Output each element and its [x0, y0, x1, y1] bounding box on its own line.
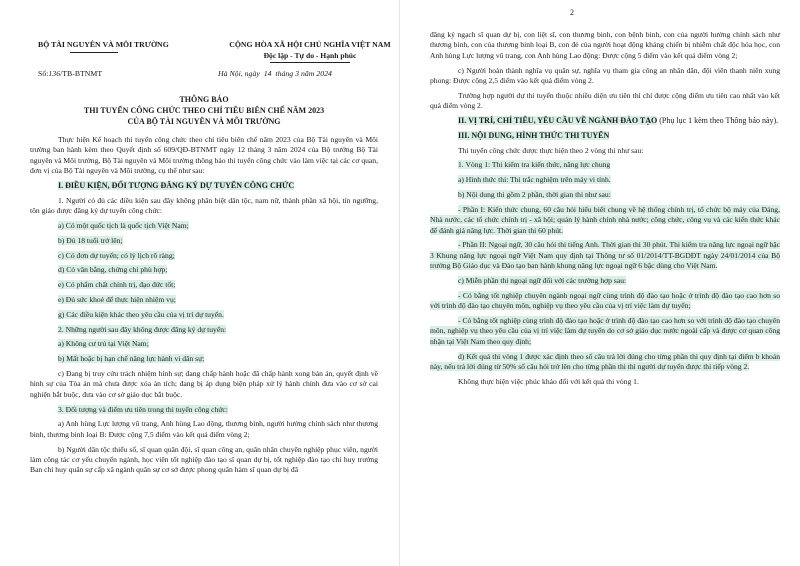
- list-item: [30, 405, 378, 415]
- paragraph: a) Anh hùng Lực lượng vũ trang, Anh hùng Lao động, thương binh, người hưởng chính sách như thương binh, thương binh loại B: Được cộng 7,5 điểm vào kết quả điểm vòng 2;: [30, 419, 378, 439]
- highlighted-paragraph: - Có bằng tốt nghiệp cùng trình độ đào tạo hoặc ở trình độ đào tạo cao hơn so với trình độ đào tạo chuyên môn, nghiệp vụ theo yêu cầu của vị trí việc làm dự tuyển do cơ sở giáo dục nước ngoài cấp và được cơ quan công nhận tại Việt Nam theo quy định;: [430, 316, 780, 346]
- highlighted-paragraph: - Phần I: Kiến thức chung, 60 câu hỏi hiểu biết chung về hệ thống chính trị, tổ chức bộ máy của Đảng, Nhà nước, các tổ chức chính trị - xã hội; quản lý hành chính nhà nước; công chức, công vụ và các kiến thức khác để đánh giá năng lực. Thời gian thi 60 phút.: [430, 204, 780, 235]
- list-item: [30, 236, 378, 246]
- paragraph: c) Người hoàn thành nghĩa vụ quân sự, nghĩa vụ tham gia công an nhân dân, đội viên thanh niên xung phong: Được cộng 2,5 điểm vào kết quả điểm vòng 2.: [430, 65, 780, 86]
- list-item-text: b) Đủ 18 tuổi trở lên;: [58, 235, 123, 245]
- title-line-2: THI TUYỂN CÔNG CHỨC THEO CHỈ TIÊU BIÊN CHẾ NĂM 2023: [83, 106, 325, 115]
- date-prefix: Hà Nội, ngày: [218, 69, 260, 78]
- paragraph: Không thực hiện việc phúc khảo đối với kết quả thi vòng 1.: [458, 376, 639, 386]
- motto-underline: [270, 62, 350, 63]
- list-item: [30, 339, 378, 349]
- section-2-heading-text: II. VỊ TRÍ, CHỈ TIÊU, YÊU CẦU VỀ NGÀNH ĐÀO TẠO: [458, 116, 658, 126]
- highlighted-paragraph: - Có bằng tốt nghiệp chuyên ngành ngoại ngữ cùng trình độ đào tạo hoặc ở trình độ đào tạo cao hơn so với trình độ đào tạo chuyên môn, nghiệp vụ theo yêu cầu của vị trí việc làm dự tuyển;: [430, 290, 780, 311]
- paragraph: [430, 240, 780, 271]
- document-number: [38, 69, 102, 79]
- document-header: [30, 26, 391, 88]
- title-line-1: THÔNG BÁO: [179, 95, 229, 104]
- doc-number-suffix: /TB-BTNMT: [60, 69, 103, 78]
- page-number: 2: [570, 8, 574, 17]
- ministry-name: BỘ TÀI NGUYÊN VÀ MÔI TRƯỜNG: [38, 40, 169, 49]
- list-item: [30, 325, 378, 335]
- list-item: [30, 310, 378, 320]
- list-item-text: 3. Đối tượng và điểm ưu tiên trong thi tuyển công chức:: [58, 404, 228, 414]
- list-item-text: 2. Những người sau đây không được đăng ký dự tuyển:: [58, 324, 227, 334]
- list-item: [30, 265, 378, 275]
- list-item-text: a) Hình thức thi: Thi trắc nghiệm trên máy vi tính.: [458, 175, 611, 185]
- list-item: [30, 354, 378, 364]
- doc-number-prefix: Số:: [38, 69, 49, 78]
- highlighted-paragraph: d) Kết quả thi vòng 1 được xác định theo số câu trả lời đúng cho từng phần thi quy định tại điểm b khoản này, nếu trả lời đúng từ 50% số câu hỏi trở lên cho từng phần thi thì người dự tuyển được thi tiếp vòng 2.: [430, 351, 780, 372]
- title-line-3: CỦA BỘ TÀI NGUYÊN VÀ MÔI TRƯỜNG: [127, 117, 281, 126]
- section-3-heading: [430, 131, 780, 141]
- paragraph: [430, 316, 780, 347]
- paragraph: đăng ký ngạch sĩ quan dự bị, con liệt sĩ, con thương binh, con bệnh binh, con của người hưởng chính sách như thương binh, con của thương binh loại B, con đẻ của người hoạt động kháng chiến bị nhiễm chất độc hóa học, con Anh hùng Lực lượng vũ trang, con Anh hùng Lao động: Được cộng 5 điểm vào kết quả điểm vòng 2;: [430, 30, 780, 60]
- list-item-text: c) Miễn phần thi ngoại ngữ đối với các trường hợp sau:: [458, 276, 627, 286]
- list-item: [30, 295, 378, 305]
- section-1-heading-text: I. ĐIỀU KIỆN, ĐỐI TƯỢNG ĐĂNG KÝ DỰ TUYỂN CÔNG CHỨC: [58, 181, 295, 191]
- list-item-text: d) Có văn bằng, chứng chỉ phù hợp;: [58, 265, 168, 275]
- list-item: [430, 175, 780, 185]
- section-2-note: (Phụ lục 1 kèm theo Thông báo này).: [659, 116, 779, 126]
- list-item-text: a) Có một quốc tịch là quốc tịch Việt Nam;: [58, 221, 189, 231]
- list-item: [430, 160, 780, 170]
- paragraph: Thi tuyển công chức được thực hiện theo 2 vòng thi như sau:: [458, 145, 644, 155]
- list-item-text: b) Mất hoặc bị hạn chế năng lực hành vi dân sự;: [58, 354, 205, 364]
- list-item-text: c) Có đơn dự tuyển; có lý lịch rõ ràng;: [58, 250, 175, 260]
- list-item: [30, 251, 378, 261]
- doc-number-value: 136: [48, 69, 61, 78]
- date-month-year: tháng 3 năm 2024: [275, 69, 332, 78]
- issue-date: [218, 69, 332, 79]
- paragraph: 1. Người có đủ các điều kiện sau đây không phân biệt dân tộc, nam nữ, thành phần xã hội, tín ngưỡng, tôn giáo được đăng ký dự tuyển công chức:: [30, 195, 378, 216]
- national-title: CỘNG HÒA XÃ HỘI CHỦ NGHĨA VIỆT NAM: [229, 40, 391, 49]
- document-title: [30, 94, 378, 127]
- highlighted-paragraph: - Phần II: Ngoại ngữ, 30 câu hỏi thi tiếng Anh. Thời gian thi 30 phút. Thi kiểm tra năng lực ngoại ngữ bậc 3 Khung năng lực ngoại ngữ Việt Nam quy định tại Thông tư số 01/2014/TT-BGDĐT ngày 24/01/2014 của Bộ trưởng Bộ Giáo dục và Đào tạo ban hành khung năng lực ngoại ngữ 6 bậc dùng cho Việt Nam.: [430, 240, 780, 271]
- list-item-text: 1. Vòng 1: Thi kiểm tra kiến thức, năng lực chung: [458, 160, 611, 170]
- list-item: [430, 190, 780, 200]
- list-item: [30, 280, 378, 290]
- paragraph: [430, 291, 780, 312]
- national-motto: Độc lập - Tự do - Hạnh phúc: [263, 51, 357, 60]
- date-day: 14: [263, 69, 272, 78]
- section-3-heading-text: III. NỘI DUNG, HÌNH THỨC THI TUYỂN: [458, 130, 610, 140]
- list-item-text: a) Không cư trú tại Việt Nam;: [58, 339, 149, 349]
- paragraph: [430, 205, 780, 236]
- intro-paragraph: Thực hiện Kế hoạch thi tuyển công chức theo chỉ tiêu biên chế năm 2023 của Bộ Tài nguyên và Môi trường ban hành kèm theo Quyết định số 609/QĐ-BTNMT ngày 12 tháng 3 năm 2024 của Bộ trưởng Bộ Tài nguyên và Môi trường, Bộ Tài nguyên và Môi trường thông báo thi tuyển công chức vào làm việc tại các cơ quan, đơn vị của Bộ Tài nguyên và Môi trường, cụ thể như sau:: [30, 135, 378, 176]
- list-item-text: e) Đủ sức khoẻ để thực hiện nhiệm vụ;: [58, 295, 176, 304]
- list-item-text: g) Các điều kiện khác theo yêu cầu của vị trí dự tuyển.: [58, 309, 224, 319]
- section-1-heading: [30, 181, 378, 191]
- paragraph: c) Đang bị truy cứu trách nhiệm hình sự; đang chấp hành hoặc đã chấp hành xong bản án, quyết định về hình sự của Tòa án mà chưa được xóa án tích; đang bị áp dụng biện pháp xử lý hành chính đưa vào cơ sở cai nghiện bắt buộc, đưa vào cơ sở giáo dục bắt buộc.: [30, 368, 378, 399]
- list-item: [430, 276, 780, 286]
- list-item-text: b) Nội dung thi gồm 2 phần, thời gian thi như sau:: [458, 190, 611, 199]
- paragraph: b) Người dân tộc thiểu số, sĩ quan quân đội, sĩ quan công an, quân nhân chuyên nghiệp phục viên, người làm công tác cơ yếu chuyển ngành, học viên tốt nghiệp đào tạo sĩ quan dự bị, tốt nghiệp đào tạo chỉ huy trưởng Ban chỉ huy quân sự cấp xã ngành quân sự cơ sở được phong quân hàm sĩ quan dự bị đã: [30, 444, 378, 475]
- ministry-underline: [70, 52, 118, 53]
- page-right: [400, 0, 800, 566]
- list-item-text: e) Có phẩm chất chính trị, đạo đức tốt;: [58, 280, 176, 290]
- section-2-heading: [430, 116, 780, 126]
- paragraph: [430, 352, 780, 373]
- paragraph: Trường hợp người dự thi tuyển thuộc nhiều diện ưu tiên thì chỉ được cộng điểm ưu tiên cao nhất vào kết quả điểm vòng 2.: [430, 90, 780, 111]
- list-item: [30, 221, 378, 231]
